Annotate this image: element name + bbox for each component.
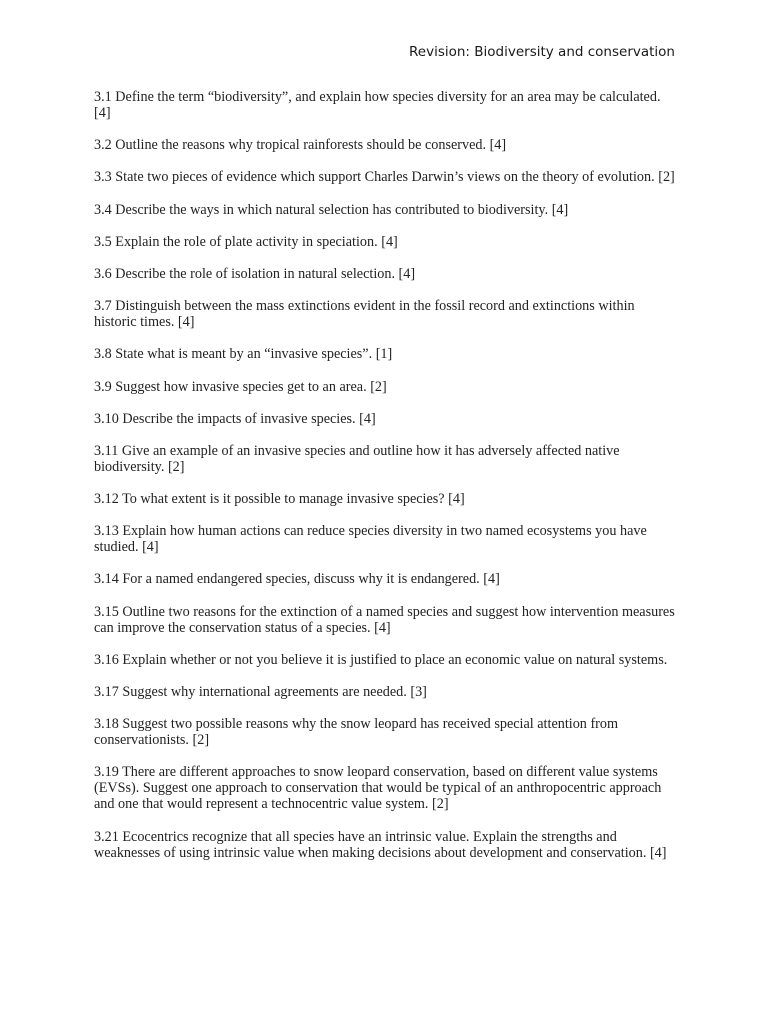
question-list — [94, 89, 680, 877]
question-item: 3.19 There are different approaches to snow leopard conservation, based on different value systems (EVSs). Suggest one approach to conservation that would be typical of an anthropocentric approach and one that would represent a technocentric value system. [2] — [94, 764, 662, 813]
question-item: 3.1 Define the term “biodiversity”, and explain how species diversity for an area may be calculated. [4] — [94, 89, 661, 121]
question-item: 3.12 To what extent is it possible to manage invasive species? [4] — [94, 491, 465, 508]
question-item: 3.8 State what is meant by an “invasive species”. [1] — [94, 346, 393, 363]
question-item: 3.5 Explain the role of plate activity in speciation. [4] — [94, 233, 398, 250]
question-item: 3.9 Suggest how invasive species get to an area. [2] — [94, 378, 387, 395]
question-item: 3.11 Give an example of an invasive species and outline how it has adversely affected native biodiversity. [2] — [94, 442, 620, 475]
question-item: 3.16 Explain whether or not you believe it is justified to place an economic value on natural systems. — [94, 651, 668, 668]
question-item: 3.15 Outline two reasons for the extinction of a named species and suggest how intervention measures can improve the conservation status of a species. [4] — [94, 603, 675, 636]
question-item: 3.17 Suggest why international agreements are needed. [3] — [94, 684, 427, 700]
question-item: 3.10 Describe the impacts of invasive species. [4] — [94, 410, 376, 427]
question-item: 3.14 For a named endangered species, discuss why it is endangered. [4] — [94, 571, 500, 588]
question-item: 3.18 Suggest two possible reasons why the snow leopard has received special attention from conservationists. [2] — [94, 716, 619, 749]
question-item: 3.3 State two pieces of evidence which support Charles Darwin’s views on the theory of evolution. [2] — [94, 169, 675, 186]
question-item: 3.6 Describe the role of isolation in natural selection. [4] — [94, 265, 416, 282]
question-item: 3.4 Describe the ways in which natural selection has contributed to biodiversity. [4] — [94, 201, 569, 218]
question-item: 3.21 Ecocentrics recognize that all species have an intrinsic value. Explain the strengths and weaknesses of using intrinsic value when making decisions about development and conservation. [4] — [94, 828, 667, 861]
question-item: 3.13 Explain how human actions can reduce species diversity in two named ecosystems you have studied. [4] — [94, 523, 647, 556]
page-header-title: Revision: Biodiversity and conservation — [409, 44, 675, 60]
question-item: 3.7 Distinguish between the mass extinctions evident in the fossil record and extinctions within historic times. [4] — [94, 298, 635, 331]
question-item: 3.2 Outline the reasons why tropical rainforests should be conserved. [4] — [94, 137, 507, 154]
